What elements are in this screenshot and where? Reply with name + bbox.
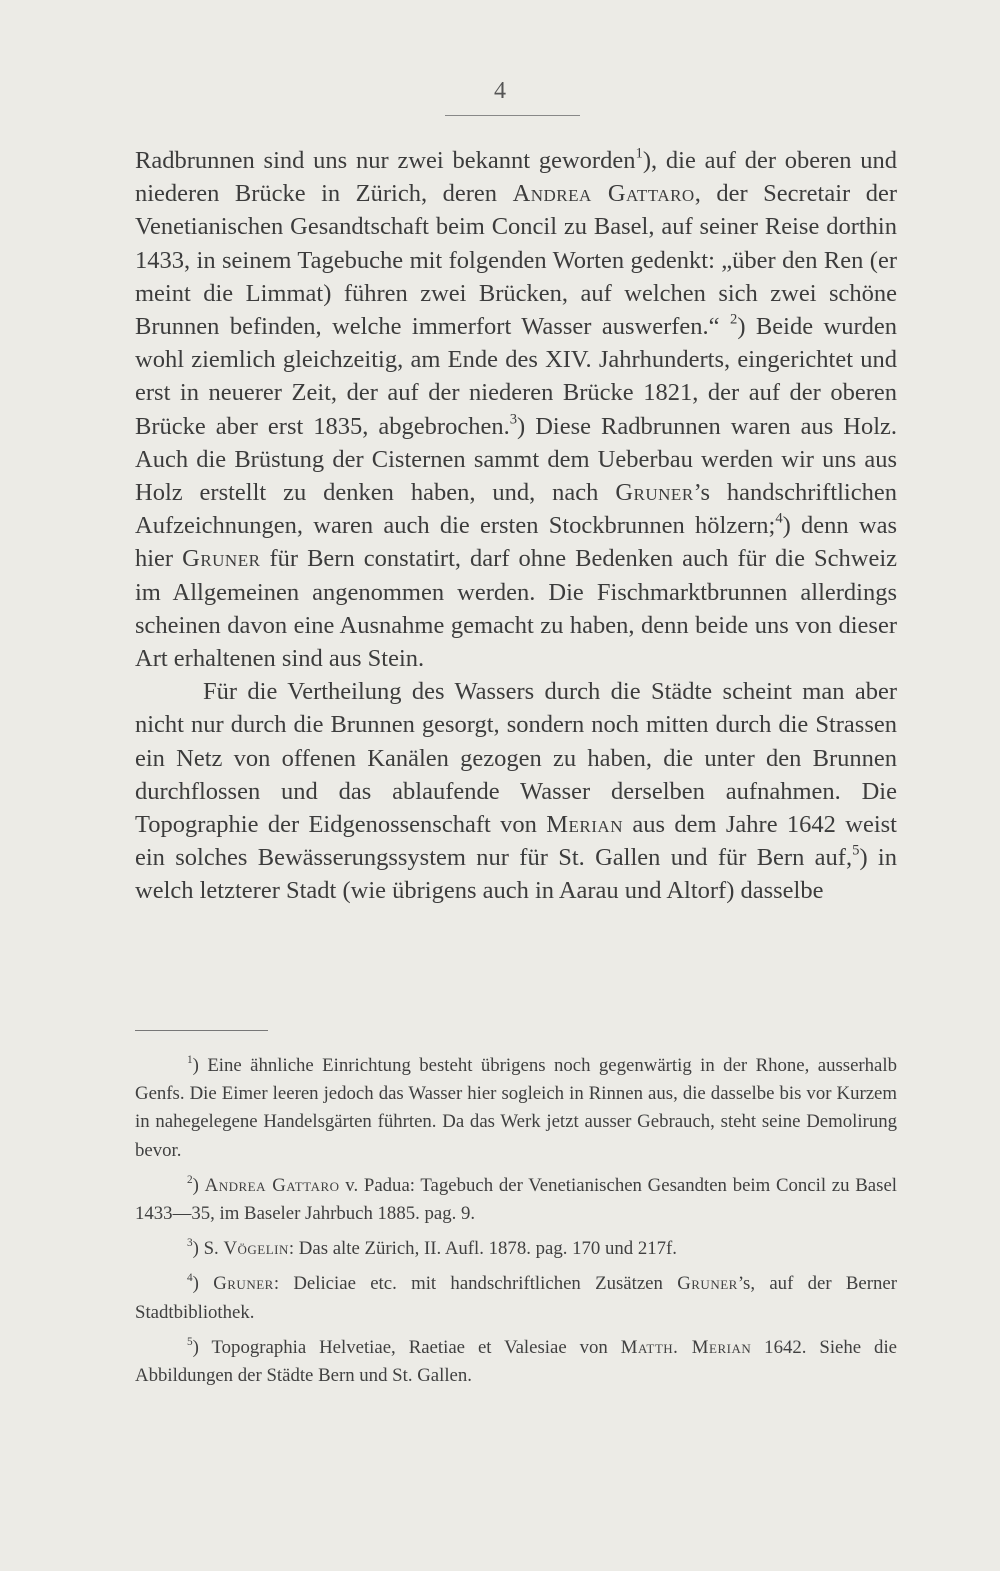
text-span: ) in welch letzterer Stadt (wie übrigens auch in Aarau und Altorf) dasselbe: [135, 844, 897, 905]
person-name: Andrea Gattaro: [512, 180, 695, 208]
footnote-mark: 3: [187, 1237, 193, 1250]
person-name: Gruner: [615, 479, 694, 507]
footnote-text: : Das alte Zürich, II. Aufl. 1878. pag. 170 und 217f.: [288, 1238, 677, 1260]
footnote-ref-5[interactable]: 5: [852, 842, 860, 859]
paragraph-1: [135, 144, 897, 675]
footnote-rule: [135, 1030, 268, 1031]
footnote-mark: 2: [187, 1173, 193, 1186]
person-name: Gruner: [213, 1273, 274, 1295]
footnote-text: 1642. Siehe die Abbildungen der Städte Bern und St. Gallen.: [135, 1336, 898, 1387]
body-text: [135, 144, 897, 908]
text-span: ’s handschriftlichen Aufzeichnungen, waren auch die ersten Stockbrunnen hölzern;: [135, 479, 897, 540]
footnote-ref-3[interactable]: 3: [509, 411, 518, 428]
footnote-ref-1[interactable]: 1: [635, 145, 643, 162]
footnote-3: [135, 1235, 897, 1263]
person-name: Merian: [546, 811, 623, 839]
footnote-mark: 1: [187, 1054, 193, 1067]
footnote-2: [135, 1172, 897, 1228]
footnote-5: [135, 1334, 897, 1390]
text-span: für Bern constatirt, darf ohne Bedenken auch für die Schweiz im Allgemeinen angenommen werden. Die Fischmarktbrunnen allerdings scheinen davon eine Ausnahme gemacht zu haben, denn beide uns von dieser Art erhaltenen sind aus Stein.: [135, 545, 897, 673]
person-name: Vögelin: [223, 1238, 289, 1260]
person-name: Andrea Gattaro: [204, 1174, 340, 1196]
footnote-text: v. Padua: Tagebuch der Venetianischen Gesandten beim Concil zu Basel 1433—35, im Baseler Jahrbuch 1885. pag. 9.: [135, 1174, 897, 1225]
text-span: Radbrunnen sind uns nur zwei bekannt geworden: [135, 147, 636, 174]
person-name: Matth. Merian: [620, 1336, 752, 1358]
text-span: ) Diese Radbrunnen waren aus Holz. Auch die Brüstung der Cisternen sammt dem Ueberbau werden wir uns aus Holz erstellt zu denken haben, und, nach: [135, 412, 898, 507]
footnote-ref-4[interactable]: 4: [775, 510, 783, 527]
footnote-text: ) Topographia Helvetiae, Raetiae et Valesiae von: [192, 1336, 621, 1358]
person-name: Gruner: [182, 545, 261, 573]
footnote-text: ) S.: [192, 1238, 224, 1260]
footnote-ref-2[interactable]: 2: [729, 311, 738, 328]
footnote-text: ’s, auf der Berner Stadtbibliothek.: [135, 1273, 898, 1323]
text-span: ) Beide wurden wohl ziemlich gleichzeitig, am Ende des XIV. Jahrhunderts, eingerichtet und erst in neuerer Zeit, der auf der niederen Brücke 1821, der auf der oberen Brücke aber erst 1835, abgebrochen.: [135, 313, 897, 440]
header-rule: [445, 115, 580, 116]
footnote-mark: 4: [187, 1272, 193, 1285]
text-span: ), die auf der oberen und niederen Brücke in Zürich, deren: [135, 147, 897, 208]
text-span: Für die Vertheilung des Wassers durch die Städte scheint man aber nicht nur durch die Brunnen gesorgt, sondern noch mitten durch die Strassen ein Netz von offenen Kanälen gezogen zu haben, die unter den Brunnen durchflossen und das ablaufende Wasser derselben aufnahmen. Die Topographie der Eidgenossenschaft von: [135, 678, 897, 839]
footnote-paren: ): [192, 1273, 214, 1295]
footnote-4: [135, 1270, 897, 1326]
text-span: aus dem Jahre 1642 weist ein solches Bewässerungssystem nur für St. Gallen und für Bern auf,: [135, 811, 897, 872]
page-number: 4: [494, 78, 506, 104]
footnotes: [135, 1052, 897, 1397]
footnote-paren: ): [192, 1174, 205, 1196]
footnote-1: [135, 1052, 897, 1165]
paragraph-2: [135, 675, 897, 907]
footnote-mark: 5: [187, 1335, 193, 1348]
text-span: , der Secretair der Venetianischen Gesandtschaft beim Concil zu Basel, auf seiner Reise dorthin 1433, in seinem Tagebuche mit folgenden Worten gedenkt: „über den Ren (er meint die Limmat) führen zwei Brücken, auf welchen sich zwei schöne Brunnen befinden, welche immerfort Wasser auswerfen.“: [135, 180, 898, 341]
text-span: ) denn was hier: [135, 512, 898, 573]
person-name: Gruner: [677, 1273, 738, 1295]
footnote-text: : Deliciae etc. mit handschriftlichen Zusätzen: [273, 1273, 678, 1295]
footnote-text: ) Eine ähnliche Einrichtung besteht übrigens noch gegenwärtig in der Rhone, ausserhalb Genfs. Die Eimer leeren jedoch das Wasser hier sogleich in Rinnen aus, die dasselbe bis vor Kurzem in nahegelegene Handelsgärten führten. Da das Werk jetzt ausser Gebrauch, steht seine Demolirung bevor.: [135, 1055, 897, 1161]
